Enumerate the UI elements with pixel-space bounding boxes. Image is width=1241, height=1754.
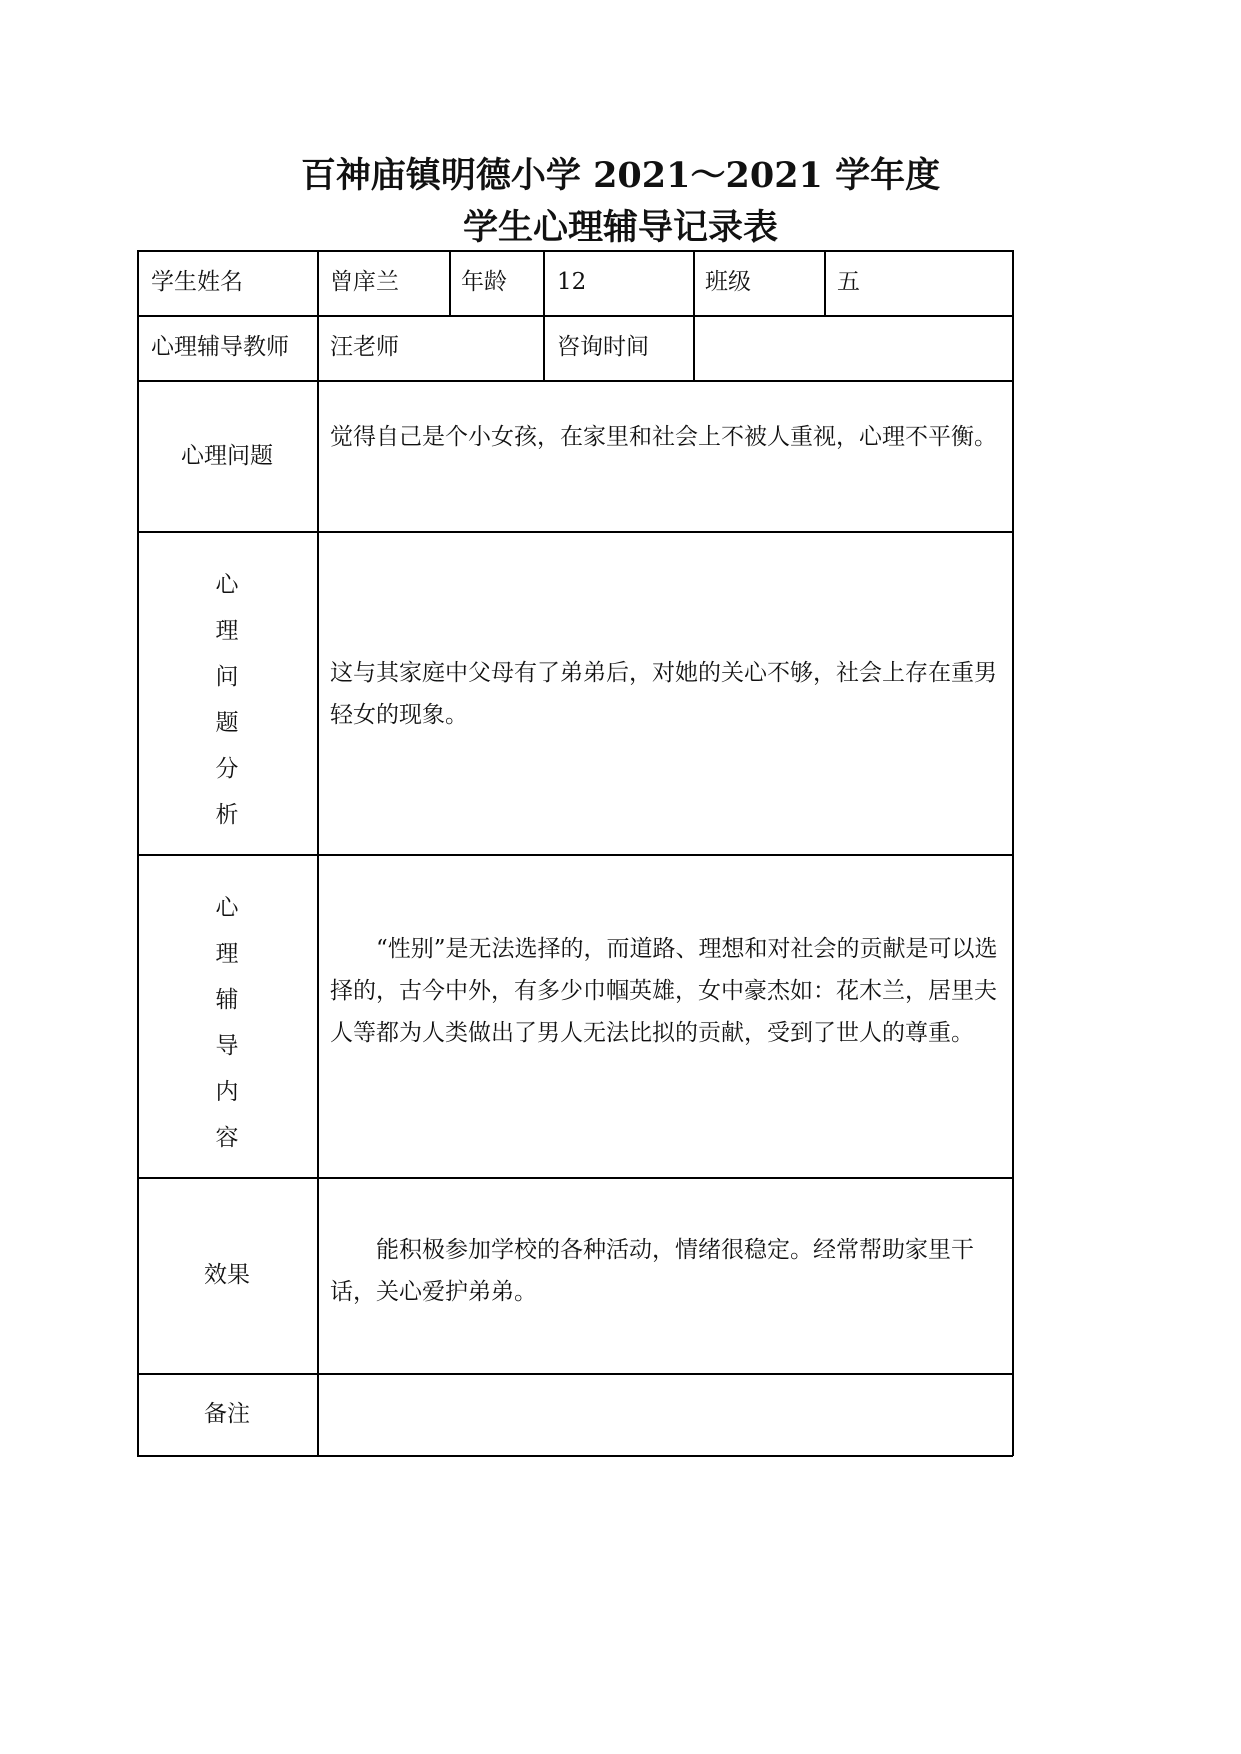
analysis-label-char: 理: [215, 618, 239, 644]
document-subtitle: 学生心理辅导记录表: [462, 207, 778, 248]
age-label: 年龄: [461, 269, 507, 295]
counseling-label: [137, 885, 317, 1161]
effect-label: 效果: [204, 1262, 250, 1288]
analysis-label-char: 分: [215, 756, 239, 782]
effect-text: 能积极参加学校的各种活动，情绪很稳定。经常帮助家里干话，关心爱护弟弟。: [330, 1237, 974, 1305]
age-value: 12: [557, 269, 587, 295]
counseling-label-char: 辅: [215, 987, 239, 1013]
analysis-label: [137, 562, 317, 838]
remarks-label: 备注: [204, 1401, 250, 1427]
class-label: 班级: [705, 269, 751, 295]
problem-label: 心理问题: [181, 443, 273, 469]
counseling-label-char: 内: [215, 1079, 239, 1105]
counseling-text: “性别”是无法选择的，而道路、理想和对社会的贡献是可以选择的，古今中外，有多少巾帼英雄，女中豪杰如：花木兰，居里夫人等都为人类做出了男人无法比拟的贡献，受到了世人的尊重。: [330, 936, 998, 1046]
counseling-label-char: 导: [215, 1033, 239, 1059]
teacher-value: 汪老师: [330, 334, 399, 360]
counseling-label-char: 理: [215, 941, 239, 967]
class-value: 五: [837, 269, 860, 295]
consult-time-label: 咨询时间: [557, 334, 649, 360]
record-table: [137, 250, 1013, 1456]
analysis-label-char: 心: [215, 572, 239, 598]
student-name-label: 学生姓名: [151, 269, 243, 295]
problem-text: 觉得自己是个小女孩，在家里和社会上不被人重视，心理不平衡。: [330, 424, 997, 450]
document-title: 百神庙镇明德小学 2021～2021 学年度: [300, 155, 941, 196]
teacher-label: 心理辅导教师: [151, 334, 289, 360]
analysis-text: 这与其家庭中父母有了弟弟后，对她的关心不够，社会上存在重男轻女的现象。: [330, 660, 997, 728]
counseling-label-char: 心: [215, 895, 239, 921]
analysis-label-char: 题: [215, 710, 239, 736]
analysis-label-char: 问: [215, 664, 239, 690]
student-name-value: 曾庠兰: [330, 269, 399, 295]
counseling-label-char: 容: [215, 1125, 239, 1151]
analysis-label-char: 析: [215, 802, 239, 828]
